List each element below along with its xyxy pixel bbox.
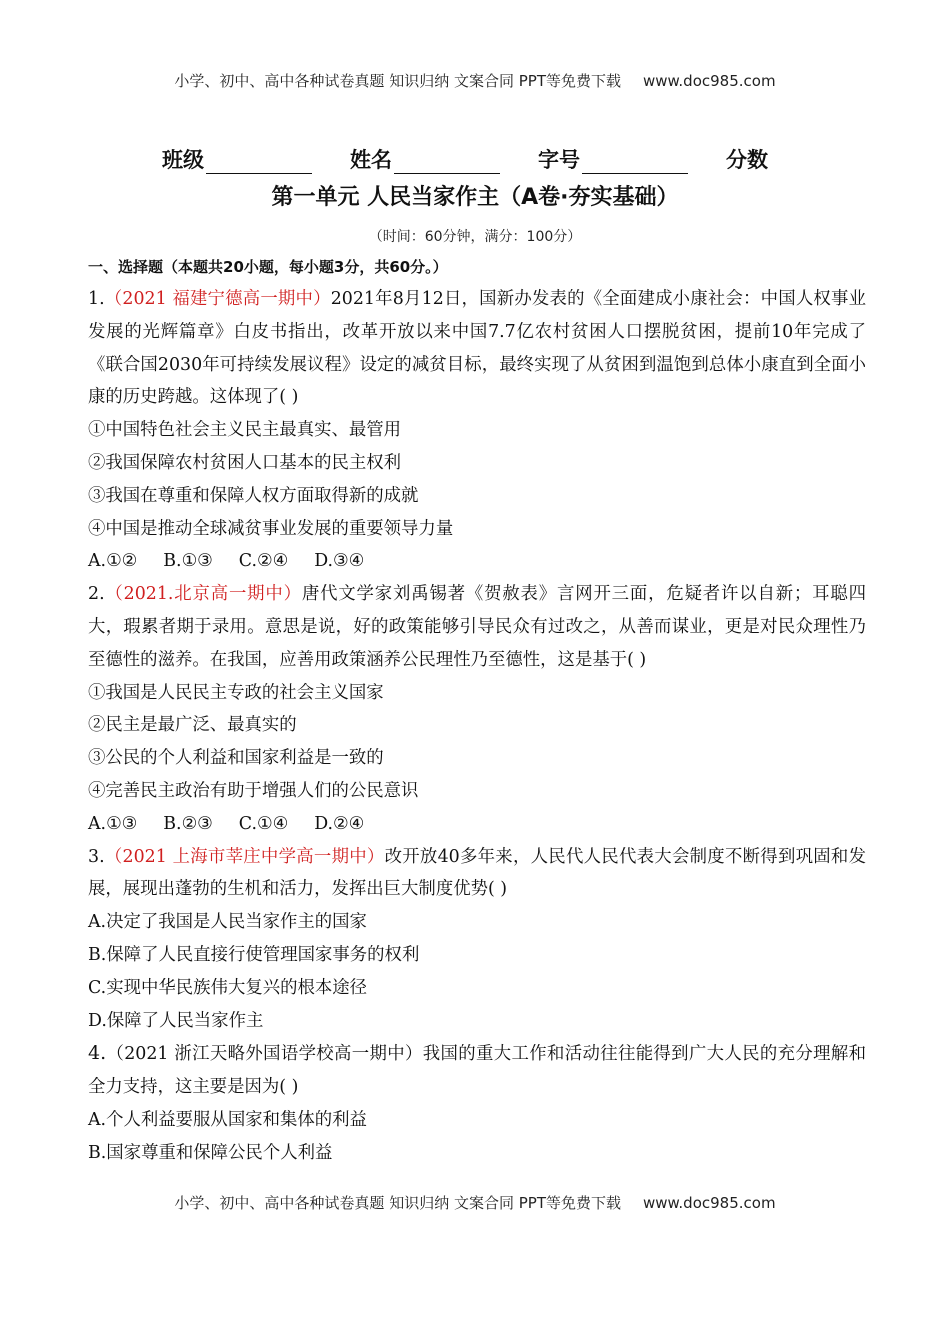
score-field	[726, 144, 768, 174]
name-label: 姓名	[350, 148, 392, 172]
answer-choices	[88, 808, 866, 841]
statement-option: ③公民的个人利益和国家利益是一致的	[88, 748, 384, 769]
answer-choice-d[interactable]: D.②④	[314, 813, 365, 834]
header-banner-text: 小学、初中、高中各种试卷真题 知识归纳 文案合同 PPT等免费下载	[174, 72, 621, 90]
answer-option-a[interactable]: A.决定了我国是人民当家作主的国家	[88, 912, 367, 933]
header-banner	[0, 70, 950, 91]
answer-option-b[interactable]: B.国家尊重和保障公民个人利益	[88, 1142, 333, 1163]
answer-option-a[interactable]: A.个人利益要服从国家和集体的利益	[88, 1109, 367, 1130]
statement-option: ③我国在尊重和保障人权方面取得新的成就	[88, 485, 419, 506]
answer-option-c[interactable]: C.实现中华民族伟大复兴的根本途径	[88, 977, 368, 998]
question-number: 1.	[88, 289, 105, 309]
footer-banner	[0, 1192, 950, 1213]
question-text: 改开放40多年来，人民代人民代表大会制度不断得到巩固和发展，展现出蓬勃的生机和活力，发挥出巨大制度优势( )	[88, 846, 866, 900]
statement-option: ①中国特色社会主义民主最真实、最管用	[88, 420, 402, 441]
name-field	[350, 144, 500, 174]
student-info-row	[162, 144, 802, 174]
question-text: 我国的重大工作和活动往往能得到广大人民的充分理解和全力支持，这主要是因为( )	[88, 1044, 866, 1098]
footer-banner-url[interactable]: www.doc985.com	[642, 1194, 776, 1212]
answer-choice-d[interactable]: D.③④	[314, 551, 365, 572]
question-stem	[88, 841, 866, 907]
question-number: 4.	[88, 1042, 107, 1065]
question-stem	[88, 578, 866, 676]
question-source: （2021.北京高一期中）	[104, 584, 302, 605]
exam-meta: （时间：60分钟，满分：100分）	[368, 229, 582, 245]
question-source: （2021 上海市莘庄中学高一期中）	[104, 846, 385, 867]
number-label: 字号	[538, 148, 580, 172]
question-stem	[88, 1037, 866, 1104]
question-2	[88, 578, 866, 840]
question-stem	[88, 283, 866, 414]
question-source: （2021 福建宁德高一期中）	[104, 289, 331, 309]
class-label: 班级	[162, 148, 204, 172]
question-text: 唐代文学家刘禹锡著《贺赦表》言网开三面，危疑者许以自新；耳聪四大，瑕累者期于录用。意思是说，好的政策能够引导民众有过改之，从善而谋业，更是对民众理性乃至德性的滋养。在我国，应善用政策涵养公民理性乃至德性，这是基于( )	[88, 584, 866, 670]
question-number: 3.	[88, 846, 105, 867]
answer-choice-a[interactable]: A.①③	[88, 813, 138, 834]
class-blank[interactable]	[206, 153, 312, 174]
header-banner-url[interactable]: www.doc985.com	[642, 72, 776, 90]
answer-choice-c[interactable]: C.②④	[238, 551, 289, 572]
answer-choice-a[interactable]: A.①②	[88, 551, 138, 572]
statement-option: ②我国保障农村贫困人口基本的民主权利	[88, 452, 402, 473]
number-field	[538, 144, 688, 174]
question-4	[88, 1037, 866, 1169]
answer-option-b[interactable]: B.保障了人民直接行使管理国家事务的权利	[88, 944, 420, 965]
class-field	[162, 144, 312, 174]
number-blank[interactable]	[582, 153, 688, 174]
page-title: 第一单元 人民当家作主（A卷·夯实基础）	[271, 185, 679, 210]
score-label: 分数	[726, 148, 768, 172]
question-list	[88, 283, 866, 1170]
answer-choice-c[interactable]: C.①④	[238, 813, 289, 834]
answer-choices	[88, 545, 866, 578]
answer-choice-b[interactable]: B.②③	[163, 813, 213, 834]
question-3	[88, 841, 866, 1038]
footer-banner-text: 小学、初中、高中各种试卷真题 知识归纳 文案合同 PPT等免费下载	[174, 1194, 621, 1212]
statement-option: ①我国是人民民主专政的社会主义国家	[88, 682, 384, 703]
question-1	[88, 283, 866, 578]
name-blank[interactable]	[394, 153, 500, 174]
answer-option-d[interactable]: D.保障了人民当家作主	[88, 1010, 264, 1031]
statement-option: ②民主是最广泛、最真实的	[88, 715, 297, 736]
answer-choice-b[interactable]: B.①③	[163, 551, 213, 572]
question-source: （2021 浙江天略外国语学校高一期中）	[106, 1044, 423, 1065]
question-number: 2.	[88, 584, 105, 605]
statement-option: ④中国是推动全球减贫事业发展的重要领导力量	[88, 518, 454, 539]
section-heading: 一、选择题（本题共20小题，每小题3分，共60分。）	[88, 258, 448, 276]
statement-option: ④完善民主政治有助于增强人们的公民意识	[88, 780, 419, 801]
question-text: 2021年8月12日，国新办发表的《全面建成小康社会：中国人权事业发展的光辉篇章》白皮书指出，改革开放以来中国7.7亿农村贫困人口摆脱贫困，提前10年完成了《联合国2030年可持续发展议程》设定的减贫目标，最终实现了从贫困到温饱到总体小康直到全面小康的历史跨越。这体现了( )	[88, 289, 866, 408]
